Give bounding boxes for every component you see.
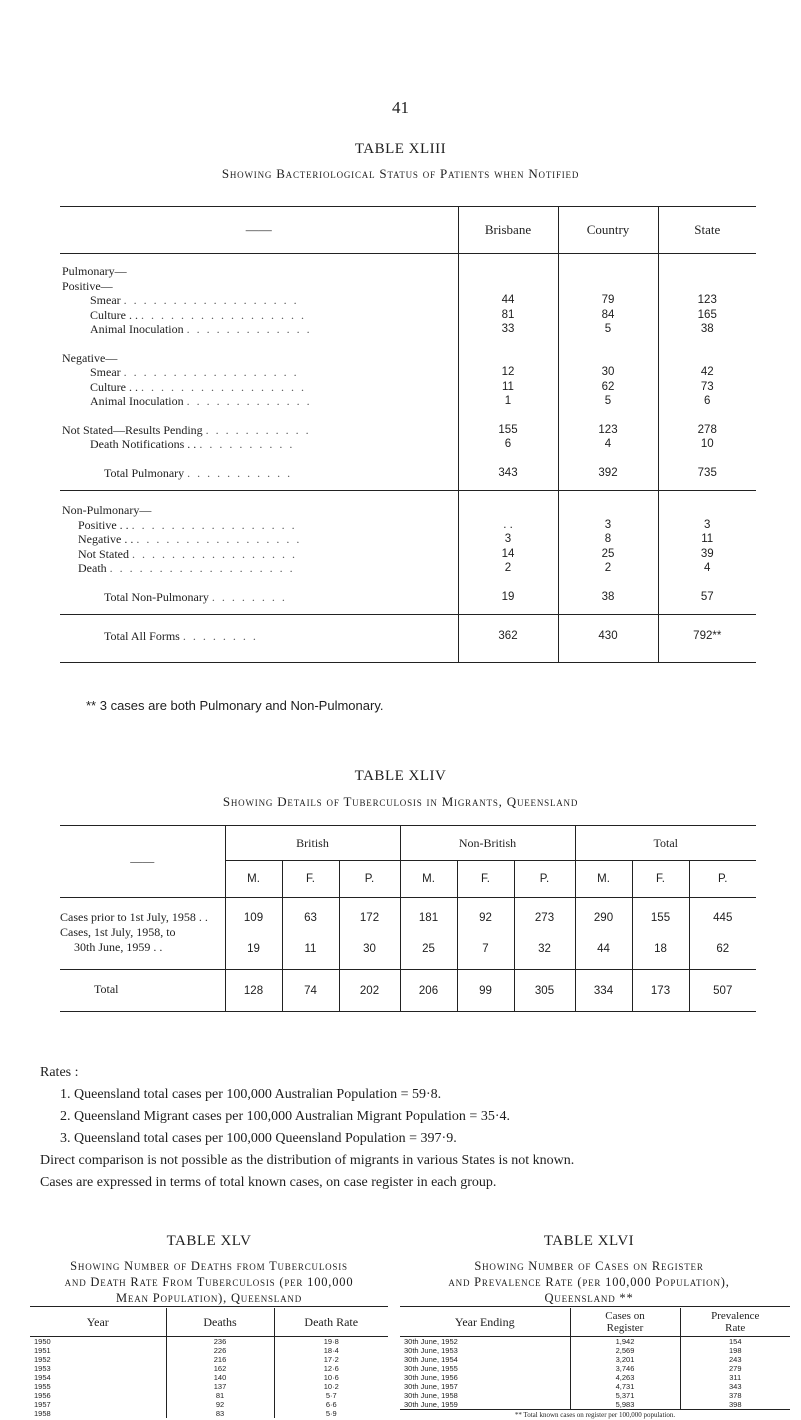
cell: 62	[558, 380, 658, 395]
cell: 334	[575, 970, 632, 1012]
rate-item: 3. Queensland total cases per 100,000 Queensland Population = 397·9.	[40, 1128, 780, 1150]
cell: 14	[458, 547, 558, 562]
cell: 74	[282, 970, 339, 1012]
subcol-p: P.	[339, 861, 400, 898]
cell: 57	[658, 590, 756, 615]
table-43-subtitle: Showing Bacteriological Status of Patients when Notified	[0, 166, 801, 182]
table-46-title: TABLE XLVI	[400, 1233, 778, 1250]
table-43-corner: ——	[60, 207, 458, 254]
col-state: State	[658, 207, 756, 254]
cell: 392	[558, 466, 658, 491]
col-country: Country	[558, 207, 658, 254]
cell: 38	[658, 322, 756, 337]
table-46	[400, 1308, 790, 1420]
rates-section	[40, 1062, 780, 1194]
table-row	[30, 1337, 388, 1347]
cell-deaths: 81	[166, 1391, 274, 1400]
row-label: Not Stated	[78, 547, 129, 561]
cell-cases: 3,746	[570, 1364, 680, 1373]
cell-year: 30th June, 1956	[400, 1373, 570, 1382]
row-label: Culture . .	[90, 308, 138, 322]
table-row: Not Stated . . . . . . . . . . . . . . . . . 14 25 39	[60, 547, 756, 562]
row-label: Death Notifications . .	[90, 437, 196, 451]
table-row: Death Notifications . . . . . . . . . . . . 6 4 10	[60, 437, 756, 452]
table-row: Not Stated—Results Pending . . . . . . . . . . . 155 123 278	[60, 423, 756, 438]
cell: 63	[282, 898, 339, 926]
cell: 81	[458, 308, 558, 323]
cell-year: 1955	[30, 1382, 166, 1391]
cell: 735	[658, 466, 756, 491]
table-row	[30, 1346, 388, 1355]
cell-rate: 10·6	[274, 1373, 388, 1382]
subcol-p: P.	[514, 861, 575, 898]
cell-rate: 5·9	[274, 1409, 388, 1418]
cell-deaths: 137	[166, 1382, 274, 1391]
table-row	[400, 1355, 790, 1364]
table-row: Positive . . . . . . . . . . . . . . . . . . . . . 3 3	[60, 518, 756, 533]
rate-item: 1. Queensland total cases per 100,000 Australian Population = 59·8.	[40, 1084, 780, 1106]
group-total: Total	[575, 826, 756, 861]
cell-rate: 243	[680, 1355, 790, 1364]
cell: 206	[400, 970, 457, 1012]
cell: 12	[458, 365, 558, 380]
table-row: Smear . . . . . . . . . . . . . . . . . . 44 79 123	[60, 293, 756, 308]
table-row	[60, 898, 756, 926]
cell: 30	[558, 365, 658, 380]
cell: 202	[339, 970, 400, 1012]
row-label: Culture . .	[90, 380, 138, 394]
table-45	[30, 1308, 388, 1418]
cell-rate: 343	[680, 1382, 790, 1391]
cell-rate: 398	[680, 1400, 790, 1410]
subcol-m: M.	[400, 861, 457, 898]
cell: 507	[689, 970, 756, 1012]
cell: 4	[558, 437, 658, 452]
rates-paragraph: Direct comparison is not possible as the distribution of migrants in various States is not known.	[40, 1150, 780, 1172]
table-46-subtitle	[384, 1258, 794, 1306]
col-prev-line: Prevalence	[682, 1310, 790, 1322]
cell: 39	[658, 547, 756, 562]
cell: 44	[575, 925, 632, 955]
cell-cases: 1,942	[570, 1337, 680, 1347]
table-46-rule	[400, 1306, 790, 1307]
section-positive: Positive—	[60, 279, 458, 294]
cell: 128	[225, 970, 282, 1012]
section-row	[60, 264, 756, 279]
cell: 155	[458, 423, 558, 438]
table-44-title: TABLE XLIV	[0, 768, 801, 785]
table-43	[60, 206, 756, 663]
cell-rate: 10·2	[274, 1382, 388, 1391]
cell-year: 30th June, 1953	[400, 1346, 570, 1355]
cell: 2	[458, 561, 558, 576]
cell: 445	[689, 898, 756, 926]
subcol-f: F.	[632, 861, 689, 898]
cell-deaths: 140	[166, 1373, 274, 1382]
cell-cases: 3,201	[570, 1355, 680, 1364]
cell-year: 1950	[30, 1337, 166, 1347]
page-number: 41	[0, 98, 801, 118]
cell-deaths: 83	[166, 1409, 274, 1418]
col-year: Year	[30, 1308, 166, 1337]
cell-rate: 279	[680, 1364, 790, 1373]
cell: 11	[458, 380, 558, 395]
section-row	[60, 351, 756, 366]
cell: 273	[514, 898, 575, 926]
cell: . .	[458, 518, 558, 533]
cell-cases: 4,263	[570, 1373, 680, 1382]
cell-year: 30th June, 1954	[400, 1355, 570, 1364]
cell-deaths: 92	[166, 1400, 274, 1409]
row-label: Positive . .	[78, 518, 129, 532]
cell: 362	[458, 629, 558, 662]
table-row	[400, 1346, 790, 1355]
row-label: Total Non-Pulmonary	[104, 590, 209, 604]
cell-rate: 6·6	[274, 1400, 388, 1409]
table-row	[60, 970, 756, 1012]
cell: 25	[558, 547, 658, 562]
cell: 155	[632, 898, 689, 926]
row-label: Not Stated—Results Pending	[62, 423, 203, 437]
cell: 3	[658, 518, 756, 533]
cell: 5	[558, 394, 658, 409]
cell: 3	[458, 532, 558, 547]
cell: 99	[457, 970, 514, 1012]
section-row	[60, 503, 756, 518]
cell-year: 30th June, 1957	[400, 1382, 570, 1391]
table-44-corner: ——	[60, 826, 225, 898]
col-cases-line: Register	[572, 1322, 679, 1334]
cell-year: 1958	[30, 1409, 166, 1418]
table-row	[400, 1364, 790, 1373]
cell-rate: 311	[680, 1373, 790, 1382]
cell: 172	[339, 898, 400, 926]
cell: 305	[514, 970, 575, 1012]
cell-rate: 154	[680, 1337, 790, 1347]
cell-rate: 19·8	[274, 1337, 388, 1347]
subcol-f: F.	[282, 861, 339, 898]
table-row: Total All Forms . . . . . . . . 362 430 792**	[60, 629, 756, 662]
cell-year: 1951	[30, 1346, 166, 1355]
cell: 19	[458, 590, 558, 615]
table-row: Culture . . . . . . . . . . . . . . . . . . . 81 84 165	[60, 308, 756, 323]
section-nonpulmonary: Non-Pulmonary—	[60, 503, 458, 518]
table-row	[400, 1373, 790, 1382]
table-row	[30, 1409, 388, 1418]
table-43-footnote: ** 3 cases are both Pulmonary and Non-Pulmonary.	[86, 698, 383, 713]
cell: 4	[658, 561, 756, 576]
cell-rate: 18·4	[274, 1346, 388, 1355]
cell: 430	[558, 629, 658, 662]
cell: 3	[558, 518, 658, 533]
cell-year: 30th June, 1958	[400, 1391, 570, 1400]
table-45-title: TABLE XLV	[40, 1233, 378, 1250]
col-prev-line: Rate	[682, 1322, 790, 1334]
table-46-body	[400, 1337, 790, 1420]
section-pulmonary: Pulmonary—	[60, 264, 458, 279]
table-row: Negative . . . . . . . . . . . . . . . . . . . 3 8 11	[60, 532, 756, 547]
row-label: Total All Forms	[104, 629, 180, 643]
table-row	[30, 1364, 388, 1373]
cell: 73	[658, 380, 756, 395]
col-cases-on-register	[570, 1308, 680, 1337]
cell: 5	[558, 322, 658, 337]
cell: 181	[400, 898, 457, 926]
cell: 1	[458, 394, 558, 409]
table-row: Death . . . . . . . . . . . . . . . . . . . 2 2 4	[60, 561, 756, 576]
row-label: Smear	[90, 293, 121, 307]
subcol-f: F.	[457, 861, 514, 898]
cell: 92	[457, 898, 514, 926]
col-death-rate: Death Rate	[274, 1308, 388, 1337]
cell: 11	[282, 925, 339, 955]
cell-deaths: 226	[166, 1346, 274, 1355]
table-row	[30, 1391, 388, 1400]
col-cases-line: Cases on	[572, 1310, 679, 1322]
cell-rate: 378	[680, 1391, 790, 1400]
table-row	[30, 1373, 388, 1382]
group-non-british: Non-British	[400, 826, 575, 861]
table-row	[400, 1391, 790, 1400]
cell-rate: 12·6	[274, 1364, 388, 1373]
cell-deaths: 236	[166, 1337, 274, 1347]
section-negative: Negative—	[60, 351, 458, 366]
cell: 33	[458, 322, 558, 337]
table-45-subtitle	[30, 1258, 388, 1306]
table-43-title: TABLE XLIII	[0, 141, 801, 158]
cell: 792**	[658, 629, 756, 662]
rates-paragraph: Cases are expressed in terms of total known cases, on case register in each group.	[40, 1172, 780, 1194]
cell: 62	[689, 925, 756, 955]
cell-year: 1957	[30, 1400, 166, 1409]
table-row	[60, 925, 756, 955]
table-46-subtitle-line: Queensland **	[384, 1290, 794, 1306]
table-44-group-row	[60, 826, 756, 861]
row-label: Smear	[90, 365, 121, 379]
table-46-header-row	[400, 1308, 790, 1337]
cell: 11	[658, 532, 756, 547]
cell-rate: 17·2	[274, 1355, 388, 1364]
cell: 30	[339, 925, 400, 955]
table-row: Smear . . . . . . . . . . . . . . . . . . 12 30 42	[60, 365, 756, 380]
cell-year: 1954	[30, 1373, 166, 1382]
cell-rate: 5·7	[274, 1391, 388, 1400]
cell: 18	[632, 925, 689, 955]
cell-rate: 198	[680, 1346, 790, 1355]
cell-cases: 4,731	[570, 1382, 680, 1391]
col-year-ending: Year Ending	[400, 1308, 570, 1337]
table-45-rule	[30, 1306, 388, 1307]
table-43-header-row	[60, 207, 756, 254]
cell: 123	[558, 423, 658, 438]
cell: 290	[575, 898, 632, 926]
group-british: British	[225, 826, 400, 861]
col-brisbane: Brisbane	[458, 207, 558, 254]
cell: 6	[658, 394, 756, 409]
cell: 2	[558, 561, 658, 576]
cell: 7	[457, 925, 514, 955]
table-row: Total Pulmonary . . . . . . . . . . . 343 392 735	[60, 466, 756, 491]
row-label: Cases prior to 1st July, 1958 . .	[60, 898, 225, 926]
cell-year: 30th June, 1955	[400, 1364, 570, 1373]
row-label: 30th June, 1959 . .	[60, 940, 225, 955]
cell: 6	[458, 437, 558, 452]
row-label: Negative . .	[78, 532, 133, 546]
col-prevalence-rate	[680, 1308, 790, 1337]
cell: 343	[458, 466, 558, 491]
subcol-m: M.	[575, 861, 632, 898]
subcol-p: P.	[689, 861, 756, 898]
table-row: Total Non-Pulmonary . . . . . . . . 19 38 57	[60, 590, 756, 615]
row-label: Animal Inoculation	[90, 394, 184, 408]
cell-cases: 5,983	[570, 1400, 680, 1410]
row-label: Death	[78, 561, 107, 575]
section-row	[60, 279, 756, 294]
table-row	[30, 1355, 388, 1364]
cell: 109	[225, 898, 282, 926]
cell-year: 1952	[30, 1355, 166, 1364]
cell: 32	[514, 925, 575, 955]
row-label: Total Pulmonary	[104, 466, 184, 480]
row-label: Total	[60, 970, 225, 1012]
cell: 42	[658, 365, 756, 380]
row-label: Cases, 1st July, 1958, to	[60, 925, 225, 940]
subcol-m: M.	[225, 861, 282, 898]
table-45-subtitle-line: and Death Rate From Tuberculosis (per 100,000	[30, 1274, 388, 1290]
table-46-subtitle-line: Showing Number of Cases on Register	[384, 1258, 794, 1274]
table-45-subtitle-line: Showing Number of Deaths from Tuberculosis	[30, 1258, 388, 1274]
cell-cases: 5,371	[570, 1391, 680, 1400]
cell: 25	[400, 925, 457, 955]
cell: 173	[632, 970, 689, 1012]
table-46-footnote: ** Total known cases on register per 100,000 population.	[400, 1410, 790, 1420]
cell: 165	[658, 308, 756, 323]
rates-heading: Rates :	[40, 1062, 780, 1084]
cell-year: 1956	[30, 1391, 166, 1400]
cell-deaths: 162	[166, 1364, 274, 1373]
table-45-subtitle-line: Mean Population), Queensland	[30, 1290, 388, 1306]
rate-item: 2. Queensland Migrant cases per 100,000 Australian Migrant Population = 35·4.	[40, 1106, 780, 1128]
table-45-header-row	[30, 1308, 388, 1337]
cell-cases: 2,569	[570, 1346, 680, 1355]
cell: 123	[658, 293, 756, 308]
cell: 84	[558, 308, 658, 323]
table-row: Culture . . . . . . . . . . . . . . . . . . . 11 62 73	[60, 380, 756, 395]
cell: 10	[658, 437, 756, 452]
cell-year: 1953	[30, 1364, 166, 1373]
col-deaths: Deaths	[166, 1308, 274, 1337]
table-46-subtitle-line: and Prevalence Rate (per 100,000 Population),	[384, 1274, 794, 1290]
cell: 278	[658, 423, 756, 438]
cell: 19	[225, 925, 282, 955]
cell: 79	[558, 293, 658, 308]
table-46-footnote-row	[400, 1410, 790, 1420]
table-45-body	[30, 1337, 388, 1419]
cell: 38	[558, 590, 658, 615]
cell-year: 30th June, 1959	[400, 1400, 570, 1410]
row-label: Animal Inoculation	[90, 322, 184, 336]
table-44-subtitle: Showing Details of Tuberculosis in Migrants, Queensland	[0, 794, 801, 810]
cell-deaths: 216	[166, 1355, 274, 1364]
table-row: Animal Inoculation . . . . . . . . . . . . . 33 5 38	[60, 322, 756, 337]
cell-year: 30th June, 1952	[400, 1337, 570, 1347]
cell: 44	[458, 293, 558, 308]
cell: 8	[558, 532, 658, 547]
table-row	[400, 1382, 790, 1391]
table-row: Animal Inoculation . . . . . . . . . . . . . 1 5 6	[60, 394, 756, 409]
table-row	[30, 1382, 388, 1391]
table-row	[400, 1337, 790, 1347]
table-44	[60, 825, 756, 1012]
